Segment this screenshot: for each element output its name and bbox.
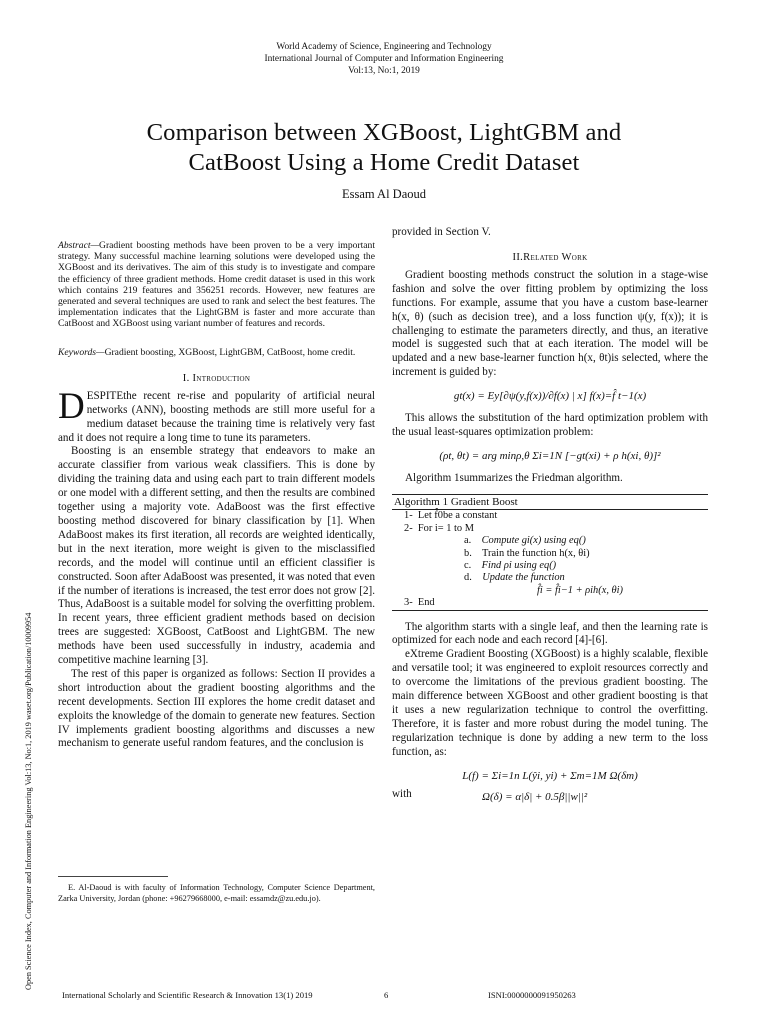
algorithm-step-2: [392, 523, 708, 535]
algorithm-substep-c: [392, 560, 708, 572]
section-heading-related-work: [392, 252, 708, 263]
continuation-text: provided in Section V.: [392, 226, 491, 238]
keywords-text: Gradient boosting, XGBoost, LightGBM, CatBoost, home credit.: [104, 346, 356, 358]
step-text: Let f̂0be a constant: [417, 510, 498, 522]
related-paragraph-2: This allows the substitution of the hard optimization problem with the usual least-squares optimization problem:: [392, 412, 708, 439]
header-line-2: International Journal of Computer and Information Engineering: [264, 54, 504, 65]
algorithm-substep-a: [392, 535, 708, 547]
algorithm-step-1: [392, 510, 708, 522]
with-word: with: [392, 787, 412, 800]
step-text: End: [417, 597, 435, 609]
paper-title: [40, 118, 728, 178]
equation-regularization: Ω(δ) = α|δ| + 0.5β||w||²: [482, 790, 588, 803]
related-paragraph-3: Algorithm 1summarizes the Friedman algorithm.: [405, 471, 623, 484]
section-title: Related Work: [523, 251, 588, 263]
algorithm-substep-d: [392, 572, 708, 584]
keywords: [58, 347, 375, 358]
header-line-3: Vol:13, No:1, 2019: [348, 66, 420, 77]
footer-right: ISNI:0000000091950263: [488, 990, 576, 1000]
abstract: [58, 240, 375, 330]
substep-text: Find ρi using eq(): [481, 559, 557, 571]
substep-letter: d.: [464, 572, 472, 584]
substep-letter: c.: [464, 559, 472, 571]
equation-xgboost-loss: L(f) = Σi=1n L(ŷi, yi) + Σm=1M Ω(δm): [462, 769, 638, 782]
section-heading-introduction: [58, 373, 375, 384]
right-column: [392, 226, 708, 808]
substep-letter: a.: [464, 535, 472, 547]
equation-gradient: gt(x) = Ey[∂ψ(y,f(x))/∂f(x) | x] f(x)=f̂ t−1(x): [453, 390, 647, 403]
sidebar-publication-info: Open Science Index, Computer and Information Engineering Vol:13, No:1, 2019 waset.org/Publication/10009954: [24, 612, 33, 990]
step-number: 2-: [404, 522, 413, 534]
algorithm-substep-b: [392, 548, 708, 560]
author-footnote: [58, 882, 375, 904]
substep-letter: b.: [464, 547, 472, 559]
footnote-rule: [58, 876, 168, 877]
substep-text: Train the function h(x, θi): [482, 547, 590, 559]
algorithm-title: Algorithm 1 Gradient Boost: [392, 495, 708, 510]
step-number: 1-: [404, 510, 413, 522]
section-number: I.: [182, 372, 190, 384]
substep-text: Update the function: [482, 572, 565, 584]
algorithm-box: [392, 494, 708, 611]
intro-paragraph-2: Boosting is an ensemble strategy that endeavors to make an accurate classifier from various weak classifiers. This is done by dividing the training data and using each part to train different models or one model with a different setting, and then the results are combined together using a majority vote. AdaBoost was the first effective boosting method discovered for binary classification by [1]. When AdaBoost makes its first iteration, all records are weighted identically, but in the next iteration, more weight is given to the misclassified records, and the model will continue until an efficient classifier is constructed. Soon after AdaBoost was presented, it was noted that even if the number of iterations is increased, the test error does not grow [2]. Thus, AdaBoost is a suitable model for solving the overfitting problem. In recent years, three efficient gradient methods based on decision trees are suggested: XGBoost, CatBoost and LightGBM. The new methods have been used successfully in industry, academia and competitive machine learning [3].: [58, 445, 375, 667]
title-line-2: CatBoost Using a Home Credit Dataset: [188, 149, 580, 176]
section-title: Introduction: [192, 372, 251, 384]
header-line-1: World Academy of Science, Engineering and Technology: [276, 42, 492, 52]
related-paragraph-5: eXtreme Gradient Boosting (XGBoost) is a highly scalable, flexible and versatile tool; it was engineered to exploit resources correctly and to overcome the limitations of the previous gradient boosting. The main difference between XGBoost and other gradient boosting is that it uses a new regularization technique to control the overfitting. Therefore, it is faster and more robust during the model tuning. The regularization technique is done by adding a new term to the loss function, as:: [392, 648, 708, 758]
footer-left: International Scholarly and Scientific Research & Innovation 13(1) 2019: [62, 990, 313, 1000]
related-paragraph-1: Gradient boosting methods construct the solution in a stage-wise fashion and solve the over fitting problem by optimizing the loss functions. For example, assume that you have a custom base-learner h(x, θ) (such as decision tree), and a loss function ψ(y, f(x)); it is challenging to estimate the parameters directly, and thus, an iterative model is suggested such that at each iteration. The model will be updated and a new base-learner function h(x, θt)is selected, where the increment is guided by:: [392, 268, 708, 379]
abstract-label: Abstract—: [58, 240, 100, 251]
page-number: 6: [384, 990, 389, 1000]
left-column: [58, 240, 375, 751]
intro-p1-text: ESPITEthe recent re-rise and popularity of artificial neural networks (ANN), boosting methods are still more useful for a medium dataset because the training time is relatively very fast and it does not require a long time to tune its parameters.: [58, 389, 375, 444]
footnote-text: E. Al-Daoud is with faculty of Information Technology, Computer Science Department, Zarka University, Jordan (phone: +96279668000, e-mail: essamdz@zu.edu.jo).: [58, 883, 375, 903]
section-number: II.: [512, 251, 524, 263]
with-line: [392, 788, 708, 808]
algorithm-update-equation: f̂i = f̂i−1 + ρih(x, θi): [537, 584, 623, 596]
drop-cap: D: [58, 385, 85, 427]
journal-header: [0, 41, 768, 78]
step-text: For i= 1 to M: [417, 522, 474, 534]
step-number: 3-: [404, 597, 413, 609]
intro-paragraph-3: The rest of this paper is organized as follows: Section II provides a short introduction about the gradient boosting algorithms and the recent developments. Section III explores the home credit dataset and exploits the knowledge of the domain to generate new features. Section IV implements gradient boosting algorithms and discusses a new mechanism to generate useful random features, and the conclusion is: [58, 667, 375, 750]
substep-text: Compute gi(x) using eq(): [481, 535, 586, 547]
author-name: Essam Al Daoud: [341, 187, 427, 201]
keywords-label: Keywords—: [58, 346, 105, 358]
algorithm-step-3: [392, 597, 708, 609]
equation-argmin: (ρt, θt) = arg minρ,θ Σi=1N [−gt(xi) + ρ h(xi, θ)]²: [439, 449, 661, 462]
related-paragraph-4: The algorithm starts with a single leaf, and then the learning rate is optimized for each node and each record [4]-[6].: [392, 620, 708, 647]
title-line-1: Comparison between XGBoost, LightGBM and: [146, 119, 622, 146]
intro-paragraph-1: [58, 385, 375, 446]
abstract-text: Gradient boosting methods have been proven to be a very important strategy. Many successful machine learning solutions were developed using the XGBoost and its derivatives. The aim of this study is to investigate and compare the efficiency of three gradient methods. Home credit dataset is used in this work which contains 219 features and 356251 records. However, new features are generated and several techniques are used to rank and select the best features. The implementation indicates that the LightGBM is faster and more accurate than CatBoost and XGBoost using variant number of features and records.: [58, 240, 375, 330]
